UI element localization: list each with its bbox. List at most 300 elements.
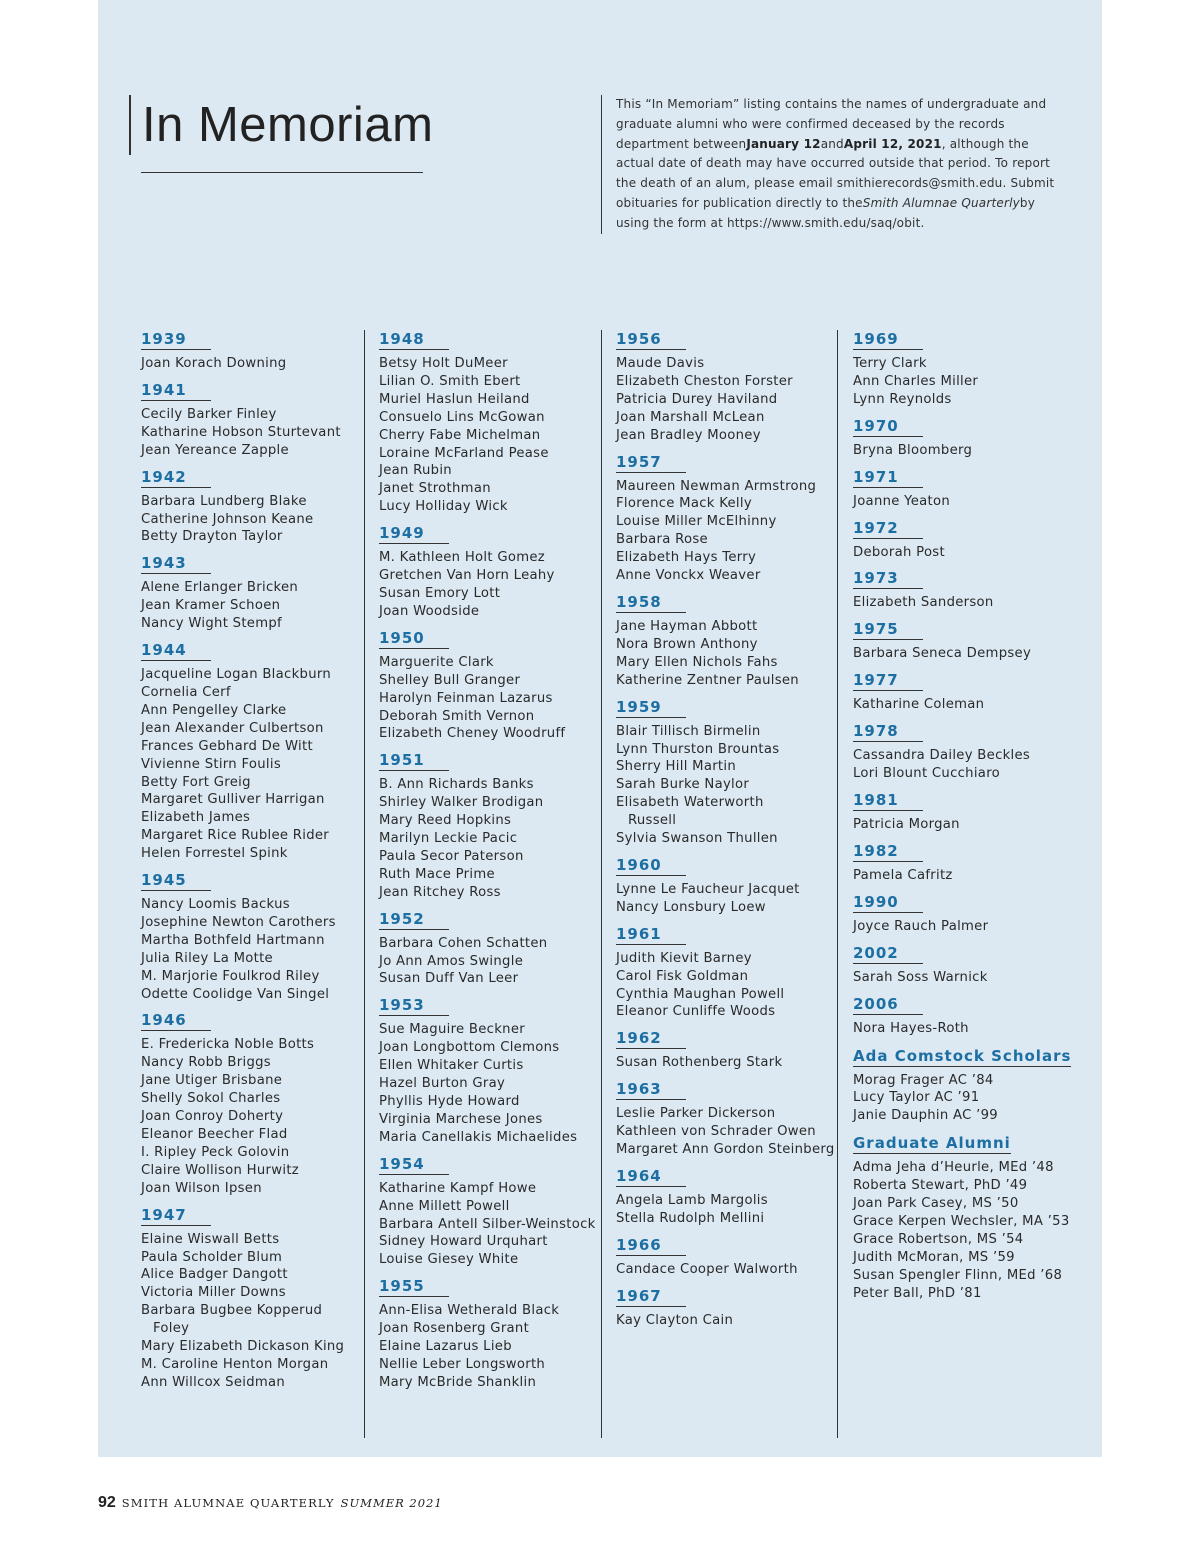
year-section bbox=[616, 1287, 836, 1330]
alum-name: Shelly Sokol Charles bbox=[141, 1091, 281, 1107]
year-section bbox=[141, 1206, 361, 1392]
alum-name: Morag Frager AC ’84 bbox=[853, 1072, 994, 1088]
alum-name: Maude Davis bbox=[616, 356, 705, 371]
year-section bbox=[853, 417, 1073, 460]
year-heading: 1947 bbox=[141, 1206, 211, 1226]
year-section bbox=[379, 524, 599, 621]
alum-name: Joan Woodside bbox=[379, 603, 480, 619]
alum-name: Foley bbox=[153, 1321, 190, 1337]
alum-name: Barbara Seneca Dempsey bbox=[853, 646, 1032, 662]
year-section bbox=[379, 629, 599, 744]
name-list bbox=[379, 355, 599, 516]
alum-name: Katharine Coleman bbox=[853, 697, 985, 713]
alum-name: Sylvia Swanson Thullen bbox=[616, 831, 778, 847]
year-heading: 1973 bbox=[853, 569, 923, 589]
page-title: In Memoriam bbox=[142, 98, 434, 152]
alum-name: Elaine Lazarus Lieb bbox=[379, 1339, 512, 1355]
alum-name: E. Fredericka Noble Botts bbox=[141, 1037, 315, 1053]
alum-name: Cassandra Dailey Beckles bbox=[853, 748, 1031, 764]
name-list bbox=[379, 549, 599, 621]
name-list bbox=[853, 1072, 1073, 1126]
column-divider bbox=[601, 330, 602, 1438]
alum-name: Janie Dauphin AC ’99 bbox=[853, 1108, 998, 1124]
year-heading: 1943 bbox=[141, 554, 211, 574]
alum-name: Joan Rosenberg Grant bbox=[379, 1321, 530, 1337]
alum-name: Kay Clayton Cain bbox=[616, 1312, 734, 1328]
alum-name: Jean Kramer Schoen bbox=[141, 598, 281, 614]
name-list bbox=[853, 544, 1073, 562]
alum-name: Jean Ritchey Ross bbox=[379, 884, 501, 900]
alum-name: Claire Wollison Hurwitz bbox=[141, 1162, 300, 1178]
alum-name: Consuelo Lins McGowan bbox=[379, 409, 545, 425]
year-section bbox=[141, 468, 361, 547]
alum-name: Sue Maguire Beckner bbox=[379, 1022, 525, 1038]
alum-name: Josephine Newton Carothers bbox=[141, 914, 336, 930]
alum-name: Cecily Barker Finley bbox=[141, 406, 277, 422]
year-heading: 1959 bbox=[616, 698, 686, 718]
name-list bbox=[141, 896, 361, 1003]
year-section bbox=[853, 995, 1073, 1038]
name-list bbox=[616, 1192, 836, 1228]
year-heading: 1954 bbox=[379, 1155, 449, 1175]
alum-name: Louise Giesey White bbox=[379, 1252, 519, 1268]
alum-name: Loraine McFarland Pease bbox=[379, 445, 549, 461]
alum-name: Julia Riley La Motte bbox=[141, 950, 273, 966]
alum-name: Joan Longbottom Clemons bbox=[379, 1040, 560, 1056]
alum-name: Susan Rothenberg Stark bbox=[616, 1055, 783, 1071]
alum-name: Lori Blount Cucchiaro bbox=[853, 766, 1000, 782]
alum-name: Nellie Leber Longsworth bbox=[379, 1356, 546, 1372]
year-heading: 1960 bbox=[616, 856, 686, 876]
year-heading: Graduate Alumni bbox=[853, 1134, 1011, 1153]
year-heading: 1972 bbox=[853, 519, 923, 539]
alum-name: Ellen Whitaker Curtis bbox=[379, 1058, 524, 1074]
year-section bbox=[853, 671, 1073, 714]
year-section bbox=[616, 453, 836, 585]
alum-name: Jean Rubin bbox=[379, 463, 452, 479]
year-heading: 1951 bbox=[379, 751, 449, 771]
name-list bbox=[853, 1020, 1073, 1038]
year-heading: 1962 bbox=[616, 1029, 686, 1049]
alum-name: Betsy Holt DuMeer bbox=[379, 356, 508, 371]
alum-name: Cornelia Cerf bbox=[141, 684, 231, 700]
year-section bbox=[853, 468, 1073, 511]
alum-name: Anne Vonckx Weaver bbox=[616, 568, 761, 584]
alum-name: Sarah Burke Naylor bbox=[616, 777, 750, 793]
alum-name: Ann Willcox Seidman bbox=[141, 1374, 286, 1390]
alum-name: B. Ann Richards Banks bbox=[379, 777, 534, 793]
name-list bbox=[379, 1180, 599, 1270]
intro-date-end: April 12, 2021 bbox=[843, 136, 942, 151]
alum-name: Candace Cooper Walworth bbox=[616, 1261, 798, 1277]
name-list bbox=[379, 1021, 599, 1146]
year-heading: 1958 bbox=[616, 593, 686, 613]
year-section bbox=[853, 620, 1073, 663]
alum-name: Deborah Post bbox=[853, 544, 945, 560]
alum-name: Blair Tillisch Birmelin bbox=[616, 723, 761, 739]
alum-name: Betty Drayton Taylor bbox=[141, 529, 283, 545]
alum-name: Gretchen Van Horn Leahy bbox=[379, 568, 555, 584]
alum-name: Florence Mack Kelly bbox=[616, 496, 752, 512]
name-list bbox=[616, 723, 836, 848]
alum-name: Phyllis Hyde Howard bbox=[379, 1094, 520, 1109]
name-list bbox=[379, 654, 599, 744]
year-section bbox=[616, 1236, 836, 1279]
alum-name: Shelley Bull Granger bbox=[379, 672, 521, 688]
intro-text-4: by using the form at https://www.smith.edu/saq/obit. bbox=[616, 195, 1036, 230]
alum-name: Katherine Zentner Paulsen bbox=[616, 672, 799, 688]
alum-name: Eleanor Beecher Flad bbox=[141, 1127, 288, 1142]
name-list bbox=[616, 881, 836, 917]
name-list bbox=[853, 1159, 1073, 1302]
alum-name: Anne Millett Powell bbox=[379, 1198, 510, 1214]
name-list bbox=[853, 594, 1073, 612]
name-list bbox=[379, 776, 599, 901]
year-section bbox=[141, 330, 361, 373]
alum-name: Mary Reed Hopkins bbox=[379, 813, 512, 829]
name-list bbox=[616, 1261, 836, 1279]
year-section bbox=[379, 910, 599, 989]
alum-name: Betty Fort Greig bbox=[141, 774, 251, 790]
name-list bbox=[853, 696, 1073, 714]
year-section bbox=[616, 698, 836, 848]
alum-name: Roberta Stewart, PhD ’49 bbox=[853, 1178, 1028, 1194]
title-underline bbox=[141, 172, 423, 173]
alum-name: Maria Canellakis Michaelides bbox=[379, 1129, 578, 1145]
alum-name: Victoria Miller Downs bbox=[141, 1285, 286, 1301]
alum-name: Margaret Ann Gordon Steinberg bbox=[616, 1142, 835, 1158]
name-list bbox=[379, 1302, 599, 1392]
names-column-3 bbox=[616, 330, 836, 1338]
name-list bbox=[141, 1231, 361, 1392]
alum-name: Susan Duff Van Leer bbox=[379, 971, 519, 987]
year-section bbox=[853, 1046, 1073, 1126]
year-section bbox=[141, 871, 361, 1003]
name-list bbox=[616, 1105, 836, 1159]
alum-name: Nancy Loomis Backus bbox=[141, 897, 290, 913]
alum-name: Barbara Antell Silber-Weinstock bbox=[379, 1216, 596, 1232]
name-list bbox=[141, 355, 361, 373]
alum-name: Virginia Marchese Jones bbox=[379, 1111, 543, 1127]
alum-name: Joan Conroy Doherty bbox=[141, 1109, 284, 1125]
alum-name: Muriel Haslun Heiland bbox=[379, 391, 530, 407]
name-list bbox=[853, 442, 1073, 460]
alum-name: Peter Ball, PhD ’81 bbox=[853, 1285, 982, 1301]
year-section bbox=[379, 330, 599, 516]
alum-name: Ann Charles Miller bbox=[853, 373, 979, 389]
names-column-1 bbox=[141, 330, 361, 1400]
alum-name: Nora Hayes-Roth bbox=[853, 1020, 969, 1036]
alum-name: Louise Miller McElhinny bbox=[616, 514, 777, 530]
alum-name: Nancy Wight Stempf bbox=[141, 616, 282, 632]
name-list bbox=[141, 493, 361, 547]
alum-name: Ann-Elisa Wetherald Black bbox=[379, 1303, 560, 1319]
intro-publication: Smith Alumnae Quarterly bbox=[862, 195, 1020, 210]
alum-name: Joyce Rauch Palmer bbox=[853, 918, 989, 934]
name-list bbox=[616, 618, 836, 690]
alum-name: Lynn Thurston Brountas bbox=[616, 741, 780, 757]
year-section bbox=[853, 842, 1073, 885]
alum-name: Jacqueline Logan Blackburn bbox=[141, 667, 331, 683]
name-list bbox=[616, 478, 836, 585]
alum-name: Judith Kievit Barney bbox=[616, 950, 752, 966]
year-heading: 1969 bbox=[853, 330, 923, 350]
page-number: 92 bbox=[98, 1494, 116, 1511]
alum-name: Russell bbox=[628, 813, 677, 829]
year-section bbox=[379, 1277, 599, 1392]
name-list bbox=[853, 969, 1073, 987]
alum-name: Joan Wilson Ipsen bbox=[141, 1180, 262, 1196]
alum-name: Harolyn Feinman Lazarus bbox=[379, 690, 553, 706]
alum-name: Sarah Soss Warnick bbox=[853, 969, 988, 985]
alum-name: Susan Emory Lott bbox=[379, 585, 501, 601]
year-section bbox=[616, 593, 836, 690]
year-heading: 1981 bbox=[853, 791, 923, 811]
year-heading: 1978 bbox=[853, 722, 923, 742]
year-section bbox=[616, 1080, 836, 1159]
year-heading: 1971 bbox=[853, 468, 923, 488]
alum-name: Bryna Bloomberg bbox=[853, 442, 973, 458]
alum-name: Patricia Durey Haviland bbox=[616, 391, 778, 407]
magazine-name: SMITH ALUMNAE QUARTERLY bbox=[121, 1496, 335, 1510]
names-column-2 bbox=[379, 330, 599, 1400]
year-heading: 1990 bbox=[853, 893, 923, 913]
alum-name: Joan Korach Downing bbox=[141, 356, 287, 371]
intro-paragraph bbox=[601, 95, 1067, 234]
alum-name: Janet Strothman bbox=[379, 481, 491, 497]
alum-name: Lucy Holliday Wick bbox=[379, 499, 508, 515]
alum-name: Katharine Kampf Howe bbox=[379, 1180, 537, 1196]
year-section bbox=[379, 1155, 599, 1270]
alum-name: Margaret Rice Rublee Rider bbox=[141, 828, 330, 844]
alum-name: Margaret Gulliver Harrigan bbox=[141, 792, 325, 808]
alum-name: Patricia Morgan bbox=[853, 816, 960, 832]
name-list bbox=[853, 493, 1073, 511]
alum-name: Jo Ann Amos Swingle bbox=[379, 953, 524, 969]
year-section bbox=[853, 330, 1073, 409]
alum-name: Barbara Rose bbox=[616, 532, 708, 548]
alum-name: Ruth Mace Prime bbox=[379, 866, 495, 882]
alum-name: Barbara Lundberg Blake bbox=[141, 493, 307, 509]
year-heading: 1975 bbox=[853, 620, 923, 640]
alum-name: Elizabeth Cheston Forster bbox=[616, 373, 793, 389]
alum-name: M. Marjorie Foulkrod Riley bbox=[141, 968, 320, 984]
alum-name: Paula Secor Paterson bbox=[379, 848, 524, 864]
column-divider bbox=[364, 330, 365, 1438]
alum-name: Elizabeth Cheney Woodruff bbox=[379, 726, 566, 742]
issue-name: SUMMER 2021 bbox=[340, 1496, 443, 1510]
year-heading: 1945 bbox=[141, 871, 211, 891]
alum-name: Angela Lamb Margolis bbox=[616, 1193, 768, 1208]
year-heading: 1953 bbox=[379, 996, 449, 1016]
alum-name: Sherry Hill Martin bbox=[616, 759, 737, 775]
name-list bbox=[853, 645, 1073, 663]
column-divider bbox=[837, 330, 838, 1438]
alum-name: Elaine Wiswall Betts bbox=[141, 1231, 280, 1247]
name-list bbox=[141, 666, 361, 863]
alum-name: Sidney Howard Urquhart bbox=[379, 1234, 548, 1250]
year-section bbox=[141, 641, 361, 863]
year-heading: 1956 bbox=[616, 330, 686, 350]
alum-name: Joanne Yeaton bbox=[853, 493, 951, 509]
alum-name: Nancy Lonsbury Loew bbox=[616, 899, 766, 915]
name-list bbox=[379, 935, 599, 989]
year-heading: 1948 bbox=[379, 330, 449, 350]
alum-name: Ann Pengelley Clarke bbox=[141, 702, 287, 718]
year-section bbox=[616, 1029, 836, 1072]
year-section bbox=[853, 1133, 1073, 1302]
alum-name: Shirley Walker Brodigan bbox=[379, 795, 544, 811]
name-list bbox=[616, 1054, 836, 1072]
alum-name: Grace Robertson, MS ’54 bbox=[853, 1231, 1024, 1247]
intro-text-2: and bbox=[820, 136, 844, 151]
alum-name: Jane Utiger Brisbane bbox=[141, 1073, 283, 1089]
year-heading: 1952 bbox=[379, 910, 449, 930]
alum-name: Adma Jeha d’Heurle, MEd ’48 bbox=[853, 1160, 1054, 1176]
alum-name: Joan Marshall McLean bbox=[616, 409, 765, 425]
alum-name: Leslie Parker Dickerson bbox=[616, 1106, 776, 1122]
name-list bbox=[616, 950, 836, 1022]
year-heading: 1939 bbox=[141, 330, 211, 350]
year-heading: 1957 bbox=[616, 453, 686, 473]
year-section bbox=[141, 554, 361, 633]
alum-name: Hazel Burton Gray bbox=[379, 1076, 506, 1092]
alum-name: Elizabeth James bbox=[141, 810, 251, 826]
alum-name: Eleanor Cunliffe Woods bbox=[616, 1004, 776, 1020]
year-section bbox=[616, 856, 836, 917]
year-section bbox=[853, 791, 1073, 834]
alum-name: Martha Bothfeld Hartmann bbox=[141, 932, 325, 948]
alum-name: Nancy Robb Briggs bbox=[141, 1055, 271, 1071]
alum-name: Lynne Le Faucheur Jacquet bbox=[616, 881, 800, 897]
alum-name: Cherry Fabe Michelman bbox=[379, 427, 541, 443]
alum-name: Elizabeth Hays Terry bbox=[616, 550, 757, 566]
alum-name: I. Ripley Peck Golovin bbox=[141, 1144, 290, 1160]
name-list bbox=[853, 747, 1073, 783]
alum-name: Joan Park Casey, MS ’50 bbox=[853, 1196, 1019, 1212]
intro-date-start: January 12 bbox=[746, 136, 821, 151]
alum-name: Marguerite Clark bbox=[379, 654, 494, 670]
alum-name: Odette Coolidge Van Singel bbox=[141, 986, 330, 1002]
year-heading: 1977 bbox=[853, 671, 923, 691]
year-section bbox=[853, 893, 1073, 936]
alum-name: Catherine Johnson Keane bbox=[141, 511, 314, 527]
alum-name: Stella Rudolph Mellini bbox=[616, 1210, 765, 1226]
intro-text-1: This “In Memoriam” listing contains the names of undergraduate and graduate alumni who were confirmed deceased by the records department between bbox=[616, 97, 1047, 151]
alum-name: Elizabeth Sanderson bbox=[853, 595, 994, 611]
name-list bbox=[853, 918, 1073, 936]
name-list bbox=[141, 579, 361, 633]
alum-name: Lilian O. Smith Ebert bbox=[379, 373, 521, 389]
alum-name: Alene Erlanger Bricken bbox=[141, 580, 299, 596]
year-heading: 1950 bbox=[379, 629, 449, 649]
year-heading: 1970 bbox=[853, 417, 923, 437]
year-heading: 1955 bbox=[379, 1277, 449, 1297]
alum-name: Lucy Taylor AC ’91 bbox=[853, 1090, 980, 1106]
year-section bbox=[379, 996, 599, 1146]
year-heading: 1963 bbox=[616, 1080, 686, 1100]
year-heading: Ada Comstock Scholars bbox=[853, 1046, 1072, 1065]
alum-name: Mary Ellen Nichols Fahs bbox=[616, 654, 778, 670]
year-heading: 2002 bbox=[853, 944, 923, 964]
year-heading: 1964 bbox=[616, 1167, 686, 1187]
year-section bbox=[853, 722, 1073, 783]
year-heading: 2006 bbox=[853, 995, 923, 1015]
alum-name: Nora Brown Anthony bbox=[616, 636, 758, 652]
name-list bbox=[853, 867, 1073, 885]
intro-text-3: , although the actual date of death may have occurred outside that period. To report the death of an alum, please email smithierecords@smith.edu. Submit obituaries for publication directly to the bbox=[616, 136, 1055, 210]
year-section bbox=[141, 381, 361, 460]
names-column-4 bbox=[853, 330, 1073, 1310]
alum-name: Elisabeth Waterworth bbox=[616, 795, 764, 811]
alum-name: Alice Badger Dangott bbox=[141, 1267, 288, 1283]
alum-name: Barbara Bugbee Kopperud bbox=[141, 1303, 323, 1319]
name-list bbox=[853, 816, 1073, 834]
year-heading: 1944 bbox=[141, 641, 211, 661]
alum-name: Grace Kerpen Wechsler, MA ’53 bbox=[853, 1213, 1070, 1229]
year-section bbox=[616, 925, 836, 1022]
year-heading: 1946 bbox=[141, 1011, 211, 1031]
alum-name: Jean Alexander Culbertson bbox=[141, 720, 324, 736]
alum-name: Jane Hayman Abbott bbox=[616, 618, 758, 634]
alum-name: Jean Bradley Mooney bbox=[616, 427, 761, 443]
year-heading: 1941 bbox=[141, 381, 211, 401]
name-list bbox=[853, 355, 1073, 409]
alum-name: Susan Spengler Flinn, MEd ’68 bbox=[853, 1267, 1063, 1283]
year-heading: 1967 bbox=[616, 1287, 686, 1307]
alum-name: Paula Scholder Blum bbox=[141, 1249, 283, 1265]
year-section bbox=[616, 1167, 836, 1228]
alum-name: Barbara Cohen Schatten bbox=[379, 935, 548, 951]
alum-name: Katharine Hobson Sturtevant bbox=[141, 424, 341, 440]
alum-name: Frances Gebhard De Witt bbox=[141, 738, 313, 754]
alum-name: Deborah Smith Vernon bbox=[379, 708, 535, 724]
year-heading: 1982 bbox=[853, 842, 923, 862]
year-section bbox=[853, 569, 1073, 612]
alum-name: Maureen Newman Armstrong bbox=[616, 478, 817, 494]
alum-name: Cynthia Maughan Powell bbox=[616, 986, 785, 1002]
alum-name: Terry Clark bbox=[853, 356, 927, 371]
year-section bbox=[616, 330, 836, 445]
year-heading: 1949 bbox=[379, 524, 449, 544]
alum-name: Mary McBride Shanklin bbox=[379, 1374, 537, 1390]
name-list bbox=[141, 406, 361, 460]
alum-name: Judith McMoran, MS ’59 bbox=[853, 1249, 1015, 1265]
year-section bbox=[853, 519, 1073, 562]
year-section bbox=[379, 751, 599, 901]
alum-name: Lynn Reynolds bbox=[853, 391, 952, 407]
year-heading: 1961 bbox=[616, 925, 686, 945]
alum-name: M. Kathleen Holt Gomez bbox=[379, 550, 546, 566]
name-list bbox=[616, 1312, 836, 1330]
alum-name: Helen Forrestel Spink bbox=[141, 846, 288, 862]
year-heading: 1966 bbox=[616, 1236, 686, 1256]
page-footer bbox=[98, 1494, 443, 1512]
alum-name: Vivienne Stirn Foulis bbox=[141, 756, 281, 772]
alum-name: M. Caroline Henton Morgan bbox=[141, 1356, 329, 1372]
name-list bbox=[141, 1036, 361, 1197]
year-section bbox=[853, 944, 1073, 987]
alum-name: Marilyn Leckie Pacic bbox=[379, 831, 518, 847]
alum-name: Pamela Cafritz bbox=[853, 867, 953, 883]
alum-name: Mary Elizabeth Dickason King bbox=[141, 1339, 345, 1355]
page-title-block bbox=[129, 95, 433, 155]
year-heading: 1942 bbox=[141, 468, 211, 488]
alum-name: Kathleen von Schrader Owen bbox=[616, 1124, 816, 1140]
alum-name: Carol Fisk Goldman bbox=[616, 968, 749, 984]
alum-name: Jean Yereance Zapple bbox=[141, 442, 289, 458]
year-section bbox=[141, 1011, 361, 1197]
